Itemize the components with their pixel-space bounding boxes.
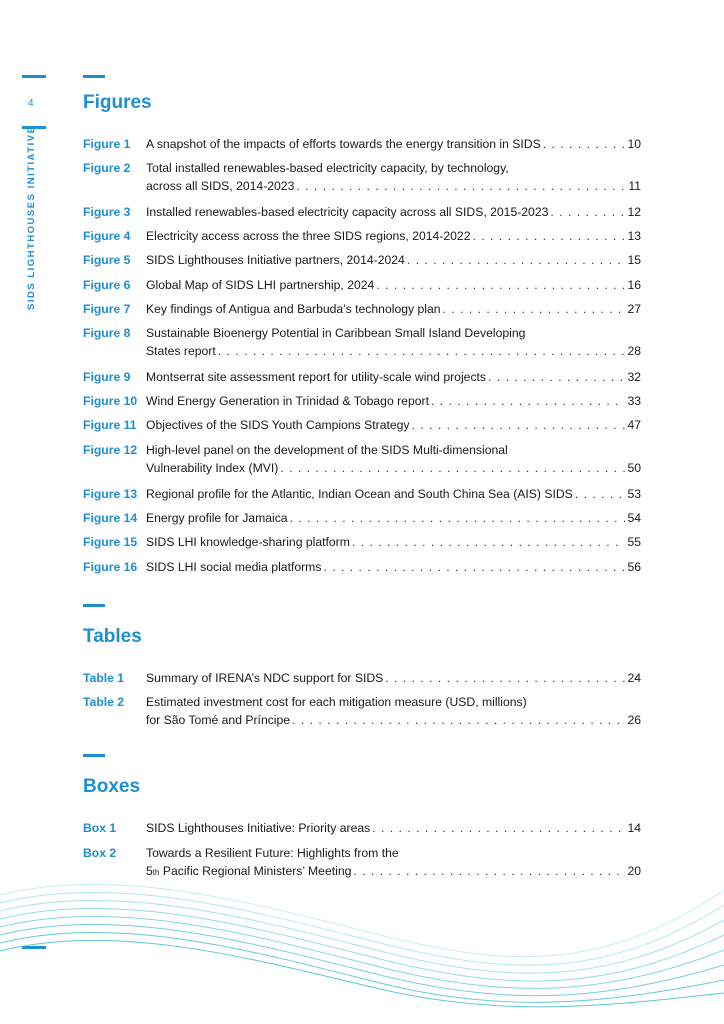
entry-page: 10 [627, 137, 641, 151]
dot-leader [412, 416, 626, 434]
entry-title: Global Map of SIDS LHI partnership, 2024 [146, 278, 375, 292]
dot-leader [431, 392, 625, 410]
figure-entry[interactable] [83, 368, 641, 386]
entry-label: Table 1 [83, 671, 125, 685]
entry-label: Figure 16 [83, 560, 138, 574]
wave-decoration [0, 865, 724, 1024]
entry-page: 24 [627, 671, 641, 685]
box-entry[interactable] [83, 819, 641, 837]
entry-label: Box 1 [83, 821, 117, 835]
side-running-title: SIDS LIGHTHOUSES INITIATIVE [26, 125, 37, 310]
entry-label: Table 2 [83, 695, 125, 709]
dot-leader [543, 135, 626, 153]
entry-label: Figure 6 [83, 278, 131, 292]
entry-title-cont: States report [146, 344, 216, 358]
ordinal-suffix: th [152, 868, 160, 877]
boxes-section-bar [83, 754, 105, 757]
figure-entry[interactable] [83, 324, 641, 360]
entry-label: Box 2 [83, 846, 117, 860]
figure-entry[interactable] [83, 300, 641, 318]
entry-title: Total installed renewables-based electricity capacity, by technology, [146, 161, 509, 175]
entry-page: 15 [627, 253, 641, 267]
entry-title-cont: Pacific Regional Ministers’ Meeting [162, 864, 352, 878]
dot-leader [218, 342, 626, 360]
entry-title: SIDS Lighthouses Initiative partners, 2014-2024 [146, 253, 405, 267]
entry-label: Figure 10 [83, 394, 138, 408]
figures-heading: Figures [83, 92, 152, 113]
figure-entry[interactable] [83, 558, 641, 576]
dot-leader [407, 251, 626, 269]
entry-label: Figure 7 [83, 302, 131, 316]
entry-page: 53 [627, 487, 641, 501]
figure-entry[interactable] [83, 276, 641, 294]
entry-title: Estimated investment cost for each mitigation measure (USD, millions) [146, 695, 527, 709]
entry-title: Wind Energy Generation in Trinidad & Tobago report [146, 394, 429, 408]
entry-title: High-level panel on the development of the SIDS Multi-dimensional [146, 443, 508, 457]
figure-entry[interactable] [83, 159, 641, 195]
table-entry[interactable] [83, 669, 641, 687]
entry-label: Figure 4 [83, 229, 131, 243]
entry-page: 56 [627, 560, 641, 574]
dot-leader [385, 669, 625, 687]
entry-page: 55 [627, 535, 641, 549]
figure-entry[interactable] [83, 485, 641, 503]
entry-title-cont: across all SIDS, 2014-2023 [146, 179, 295, 193]
dot-leader [290, 509, 626, 527]
entry-page: 26 [627, 713, 641, 727]
entry-label: Figure 8 [83, 326, 131, 340]
dot-leader [292, 711, 625, 729]
dot-leader [472, 227, 625, 245]
entry-title: Sustainable Bioenergy Potential in Caribbean Small Island Developing [146, 326, 526, 340]
entry-label: Figure 1 [83, 137, 131, 151]
dot-leader [296, 177, 626, 195]
ordinal-number: 5 [146, 864, 153, 878]
entry-title: Regional profile for the Atlantic, Indian Ocean and South China Sea (AIS) SIDS [146, 487, 573, 501]
entry-title: SIDS LHI knowledge-sharing platform [146, 535, 350, 549]
entry-label: Figure 5 [83, 253, 131, 267]
dot-leader [372, 819, 625, 837]
dot-leader [352, 533, 626, 551]
entry-page: 11 [628, 179, 641, 193]
dot-leader [575, 485, 626, 503]
entry-page: 54 [627, 511, 641, 525]
figure-entry[interactable] [83, 392, 641, 410]
figure-entry[interactable] [83, 416, 641, 434]
entry-page: 47 [627, 418, 641, 432]
table-entry[interactable] [83, 693, 641, 729]
entry-title: SIDS Lighthouses Initiative: Priority areas [146, 821, 371, 835]
entry-page: 14 [627, 821, 641, 835]
entry-title: Montserrat site assessment report for utility-scale wind projects [146, 370, 487, 384]
entry-title: SIDS LHI social media platforms [146, 560, 322, 574]
entry-title: Key findings of Antigua and Barbuda’s technology plan [146, 302, 441, 316]
boxes-heading: Boxes [83, 776, 141, 797]
dot-leader [550, 203, 625, 221]
entry-label: Figure 2 [83, 161, 131, 175]
entry-label: Figure 3 [83, 205, 131, 219]
tables-section-bar [83, 604, 105, 607]
entry-page: 28 [627, 344, 641, 358]
entry-title: Installed renewables-based electricity capacity across all SIDS, 2015-2023 [146, 205, 549, 219]
entry-label: Figure 9 [83, 370, 131, 384]
entry-label: Figure 15 [83, 535, 138, 549]
figure-entry[interactable] [83, 441, 641, 477]
page-number: 4 [28, 98, 34, 109]
figure-entry[interactable] [83, 135, 641, 153]
entry-label: Figure 11 [83, 418, 137, 432]
entry-title: A snapshot of the impacts of efforts towards the energy transition in SIDS [146, 137, 541, 151]
dot-leader [323, 558, 625, 576]
entry-title: Towards a Resilient Future: Highlights from the [146, 846, 399, 860]
entry-title: Energy profile for Jamaica [146, 511, 288, 525]
entry-page: 20 [627, 864, 641, 878]
figure-entry[interactable] [83, 203, 641, 221]
entry-title: Summary of IRENA’s NDC support for SIDS [146, 671, 384, 685]
dot-leader [488, 368, 625, 386]
entry-page: 50 [627, 461, 641, 475]
entry-title-cont: for São Tomé and Príncipe [146, 713, 291, 727]
figure-entry[interactable] [83, 251, 641, 269]
side-bar-top [22, 75, 46, 78]
tables-heading: Tables [83, 626, 142, 647]
dot-leader [376, 276, 625, 294]
entry-title: Objectives of the SIDS Youth Campions Strategy [146, 418, 410, 432]
entry-label: Figure 12 [83, 443, 138, 457]
figures-section-bar [83, 75, 105, 78]
figure-entry[interactable] [83, 227, 641, 245]
dot-leader [280, 459, 625, 477]
entry-title-cont: Vulnerability Index (MVI) [146, 461, 279, 475]
figure-entry[interactable] [83, 509, 641, 527]
entry-title: Electricity access across the three SIDS regions, 2014-2022 [146, 229, 471, 243]
entry-label: Figure 13 [83, 487, 138, 501]
entry-page: 33 [627, 394, 641, 408]
figure-entry[interactable] [83, 533, 641, 551]
dot-leader [443, 300, 626, 318]
entry-page: 13 [627, 229, 641, 243]
entry-label: Figure 14 [83, 511, 138, 525]
entry-page: 12 [627, 205, 641, 219]
entry-page: 32 [627, 370, 641, 384]
entry-page: 16 [627, 278, 641, 292]
entry-page: 27 [627, 302, 641, 316]
